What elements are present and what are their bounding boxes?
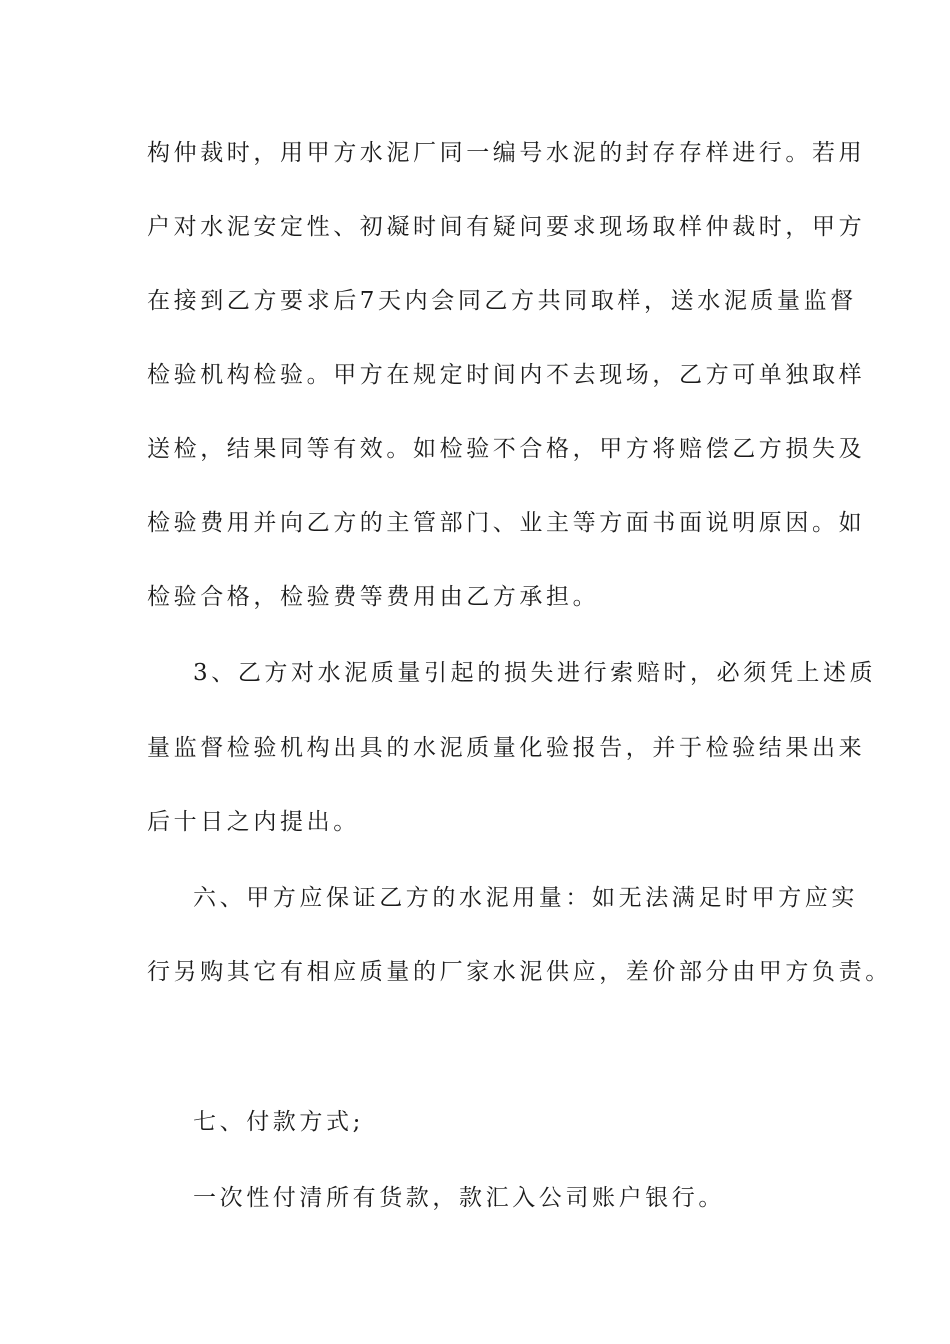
paragraph-line: 在接到乙方要求后7天内会同乙方共同取样，送水泥质量监督 bbox=[147, 288, 857, 314]
paragraph-line: 量监督检验机构出具的水泥质量化验报告，并于检验结果出来 bbox=[147, 735, 866, 761]
clause-3-line: 3、乙方对水泥质量引起的损失进行索赔时，必须凭上述质 bbox=[193, 660, 877, 686]
paragraph-line: 行另购其它有相应质量的厂家水泥供应，差价部分由甲方负责。 bbox=[147, 959, 892, 985]
paragraph-line: 后十日之内提出。 bbox=[147, 809, 360, 835]
payment-line: 一次性付清所有货款，款汇入公司账户银行。 bbox=[193, 1185, 725, 1211]
paragraph-line: 送检，结果同等有效。如检验不合格，甲方将赔偿乙方损失及 bbox=[147, 436, 866, 462]
section-6-line: 六、甲方应保证乙方的水泥用量：如无法满足时甲方应实 bbox=[193, 885, 858, 911]
paragraph-line: 检验机构检验。甲方在规定时间内不去现场，乙方可单独取样 bbox=[147, 362, 866, 388]
paragraph-line: 检验合格，检验费等费用由乙方承担。 bbox=[147, 584, 600, 610]
paragraph-line: 构仲裁时，用甲方水泥厂同一编号水泥的封存存样进行。若用 bbox=[147, 140, 866, 166]
paragraph-line: 户对水泥安定性、初凝时间有疑问要求现场取样仲裁时，甲方 bbox=[147, 214, 866, 240]
section-7-heading: 七、付款方式; bbox=[193, 1109, 364, 1135]
paragraph-line: 检验费用并向乙方的主管部门、业主等方面书面说明原因。如 bbox=[147, 510, 866, 536]
